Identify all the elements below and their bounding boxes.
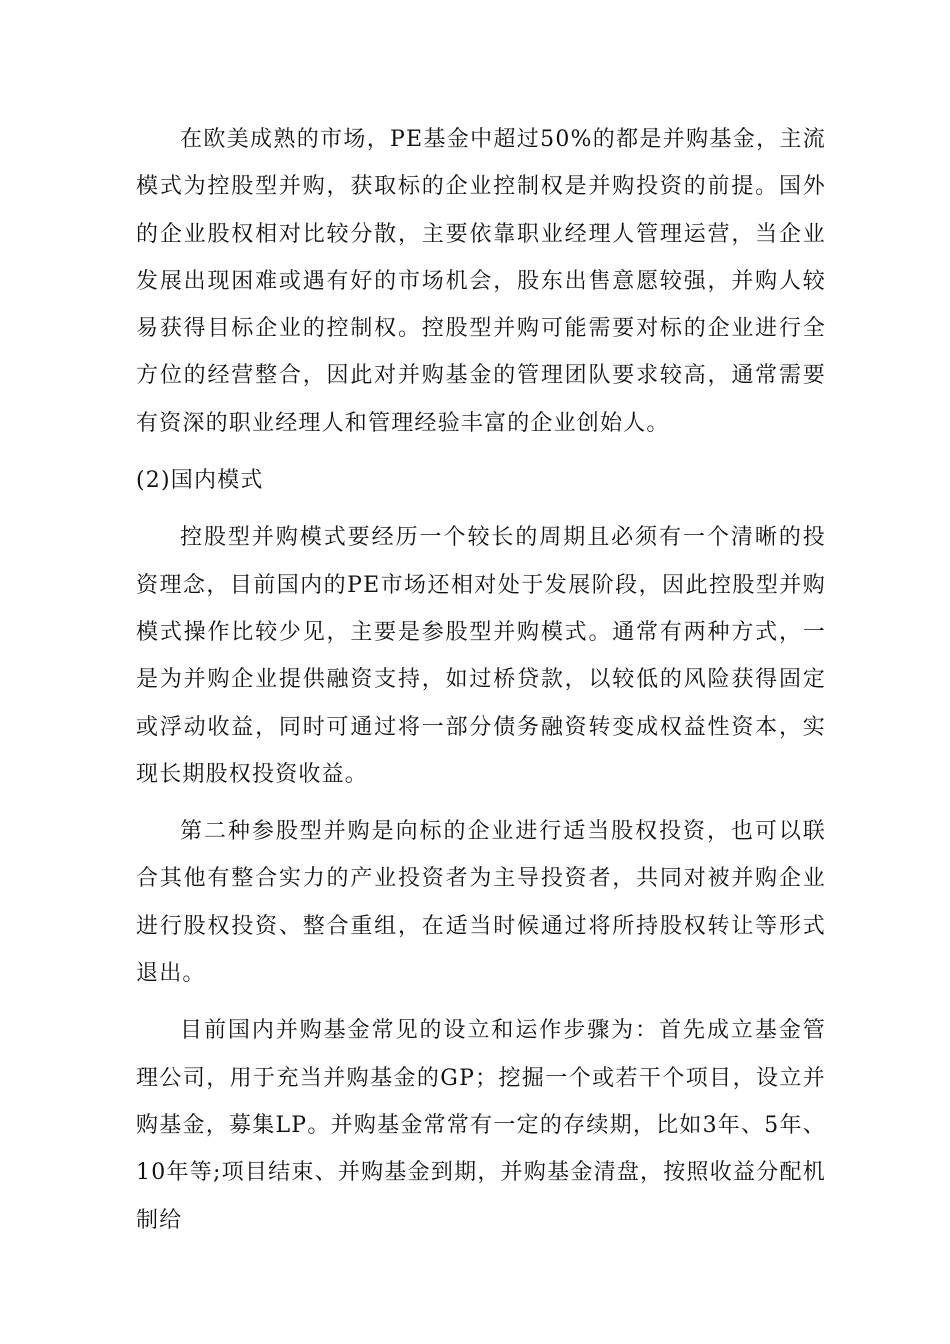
paragraph-fund-setup-steps: 目前国内并购基金常见的设立和运作步骤为：首先成立基金管理公司，用于充当并购基金的GP；挖掘一个或若干个项目，设立并购基金，募集LP。并购基金常常有一定的存续期，比如3年、5年、10年等;项目结束、并购基金到期，并购基金清盘，按照收益分配机制给 [136,1018,826,1233]
paragraph-domestic-model: 控股型并购模式要经历一个较长的周期且必须有一个清晰的投资理念，目前国内的PE市场还相对处于发展阶段，因此控股型并购模式操作比较少见，主要是参股型并购模式。通常有两种方式，一是为并购企业提供融资支持，如过桥贷款，以较低的风险获得固定或浮动收益，同时可通过将一部分债务融资转变成权益性资本，实现长期股权投资收益。 [136,525,826,787]
paragraph-second-minority-merger: 第二种参股型并购是向标的企业进行适当股权投资，也可以联合其他有整合实力的产业投资者为主导投资者，共同对被并购企业进行股权投资、整合重组，在适当时候通过将所持股权转让等形式退出。 [136,819,826,987]
document-body [136,116,826,1254]
section-heading-domestic-model: (2)国内模式 [136,468,264,494]
paragraph-western-model: 在欧美成熟的市场，PE基金中超过50%的都是并购基金，主流模式为控股型并购，获取标的企业控制权是并购投资的前提。国外的企业股权相对比较分散，主要依靠职业经理人管理运营，当企业发展出现困难或遇有好的市场机会，股东出售意愿较强，并购人较易获得目标企业的控制权。控股型并购可能需要对标的企业进行全方位的经营整合，因此对并购基金的管理团队要求较高，通常需要有资深的职业经理人和管理经验丰富的企业创始人。 [136,127,826,436]
